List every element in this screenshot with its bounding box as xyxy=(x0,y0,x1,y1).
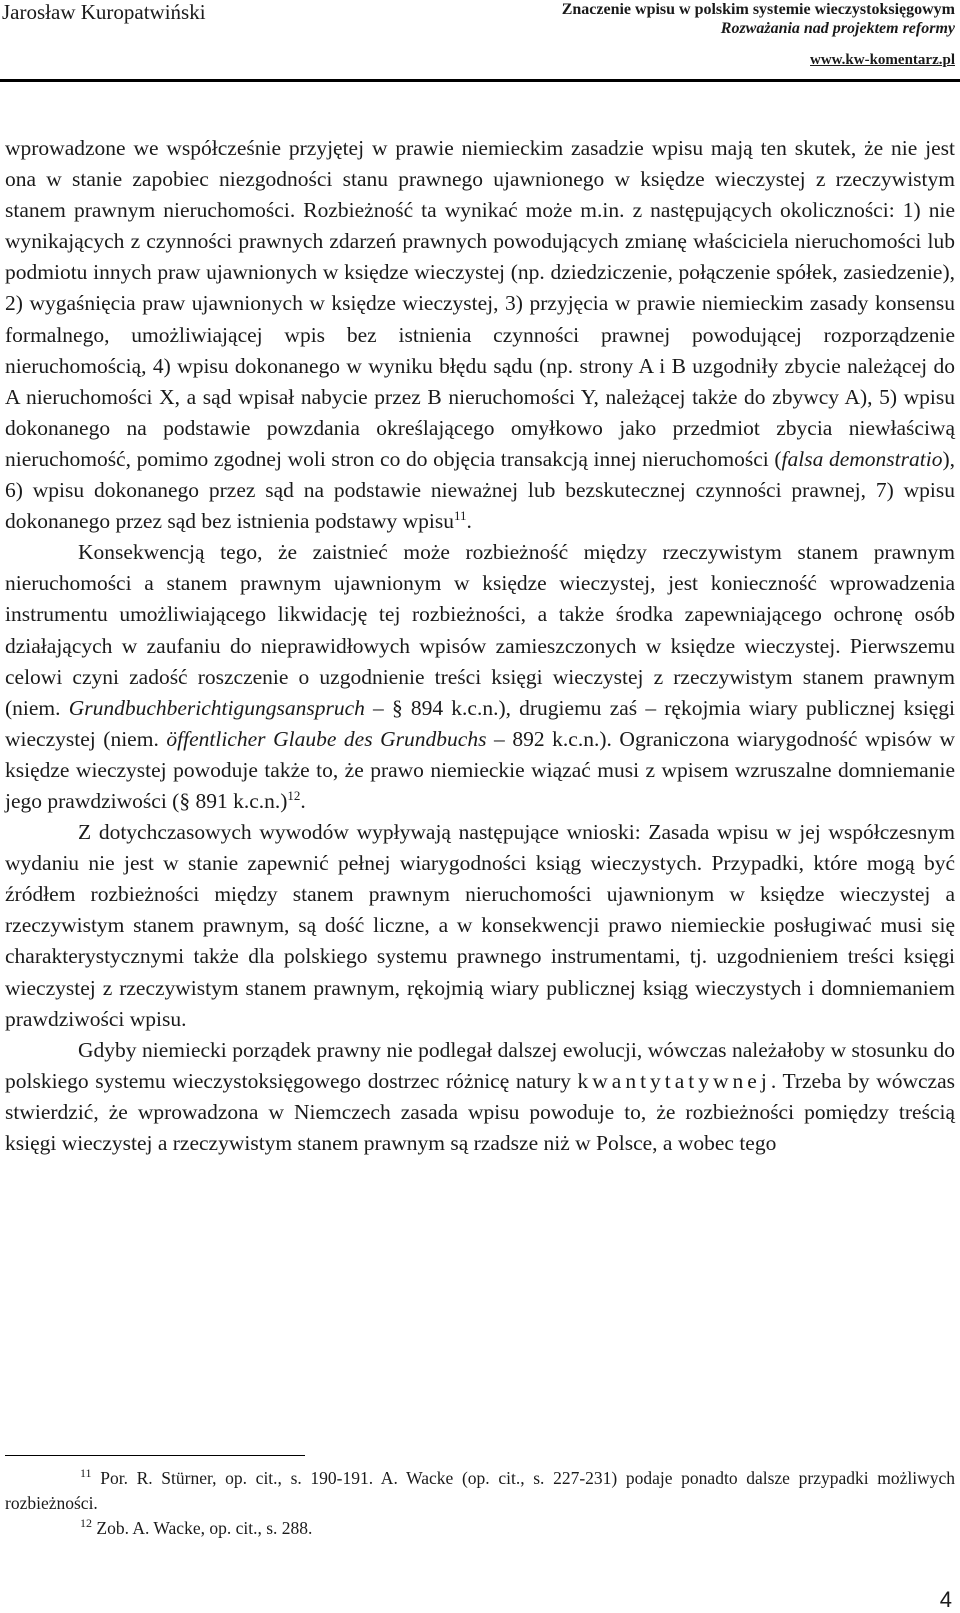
paragraph-2-italic-2: öffentlicher Glaube des Grundbuchs xyxy=(166,726,487,751)
page-header xyxy=(0,0,960,86)
paragraph-2-text-a: Konsekwencją tego, że zaistnieć może rozbieżność między rzeczywistym stanem prawnym nieruchomości a stanem prawnym ujawnionym w księdze wieczystej, jest konieczność wprowadzenia instrumentu umożliwiającego likwidację tej rozbieżności, a także środka zapewniającego ochronę osób działających w zaufaniu do nieprawidłowych wpisów zamieszczonych w księdze wieczystej. Pierwszemu celowi czyni zadość roszczenie o uzgodnienie treści księgi wieczystej z rzeczywistym stanem prawnym (niem. xyxy=(5,540,955,720)
paragraph-2-text-d: . xyxy=(300,788,306,813)
footnote-text: Zob. A. Wacke, op. cit., s. 288. xyxy=(92,1518,313,1538)
footnote-ref-11[interactable]: 11 xyxy=(454,507,467,523)
document-title xyxy=(562,0,955,38)
paragraph-2-italic-1: Grundbuchberichtigungsanspruch xyxy=(68,695,365,720)
document-title-main: Znaczenie wpisu w polskim systemie wieczystoksięgowym xyxy=(561,1,955,18)
footnotes xyxy=(5,1466,955,1541)
footnote-number: 11 xyxy=(80,1466,92,1481)
website-link[interactable]: www.kw-komentarz.pl xyxy=(810,52,955,68)
paragraph-2-text-c: – 892 k.c.n.). Ograniczona wiarygodność wpisów w księdze wieczystej powoduje także to, że prawo niemieckie wiązać musi z wpisem wzruszalne domniemanie jego prawdziwości (§ 891 k.c.n.) xyxy=(5,726,955,813)
author-name: Jarosław Kuropatwiński xyxy=(2,0,206,24)
footnote-text: Por. R. Stürner, op. cit., s. 190-191. A. Wacke (op. cit., s. 227-231) podaje ponadto dalsze przypadki możliwych rozbieżności. xyxy=(5,1468,955,1513)
paragraph-3: Z dotychczasowych wywodów wypływają następujące wnioski: Zasada wpisu w jej współczesnym wydaniu nie jest w stanie zapewnić pełnej wiarygodności ksiąg wieczystych. Przypadki, które mogą być źródłem rozbieżności między stanem prawnym nieruchomości ujawnionym w księdze wieczystej a rzeczywistym stanem prawnym, są dość liczne, a w konsekwencji prawo niemieckie posługiwać musi się charakterystycznymi także dla polskiego systemu prawnego instrumentami, tj. uzgodnieniem treści księgi wieczystej z rzeczywistym stanem prawnym, rękojmią wiary publicznej ksiąg wieczystych i domniemaniem prawdziwości wpisu. xyxy=(5,820,955,1031)
header-rule xyxy=(0,79,960,82)
main-text xyxy=(5,133,955,1159)
paragraph-2-text-b: – § 894 k.c.n.), drugiemu zaś – rękojmia wiary publicznej księgi wieczystej (niem. xyxy=(5,695,955,751)
paragraph-1 xyxy=(5,133,955,537)
paragraph-1-text-a: wprowadzone we współcześnie przyjętej w prawie niemieckim zasadzie wpisu mają ten skutek, że nie jest ona w stanie zapobiec niezgodności stanu prawnego ujawnionego w księdze wieczystej z rzeczywistym stanem prawnym nieruchomości. Rozbieżność ta wynikać może m.in. z następujących okoliczności: 1) nie wynikających z czynności prawnych zdarzeń prawnych powodujących zmianę właściciela nieruchomości lub podmiotu innych praw ujawnionych w księdze wieczystej (np. dziedziczenie, połączenie spółek, zasiedzenie), 2) wygaśnięcia praw ujawnionych w księdze wieczystej, 3) przyjęcia w prawie niemieckim zasady konsensu formalnego, umożliwiającej wpis bez istnienia czynności prawnej powodującej rozporządzenie nieruchomością, 4) wpisu dokonanego w wyniku błędu sądu (np. strony A i B uzgodniły zbycie należącej do A nieruchomości X, a sąd wpisał nabycie przez B nieruchomości Y, należącej także do zbywcy A), 5) wpisu dokonanego na podstawie powzdania określającego omyłkowo jako przedmiot zbycia niewłaściwą nieruchomość, pomimo zgodnej woli stron co do objęcia transakcją innej nieruchomości ( xyxy=(5,136,955,471)
footnote-11 xyxy=(5,1466,955,1516)
document-subtitle: Rozważania nad projektem reformy xyxy=(720,20,955,37)
footnote-number: 12 xyxy=(80,1516,92,1531)
footnote-ref-12[interactable]: 12 xyxy=(287,787,301,803)
paragraph-4-spaced: kwantytatywnej xyxy=(577,1068,771,1093)
paragraph-4-text-b: . Trzeba by wówczas stwierdzić, że wprowadzona w Niemczech zasada wpisu powoduje to, że rozbieżności pomiędzy treścią księgi wieczystej a rzeczywistym stanem prawnym są rzadsze niż w Polsce, a wobec tego xyxy=(5,1068,955,1155)
paragraph-1-text-b: ), 6) wpisu dokonanego przez sąd na podstawie nieważnej lub bezskutecznej czynności prawnej, 7) wpisu dokonanego przez sąd bez istnienia podstawy wpisu xyxy=(5,446,955,534)
paragraph-1-italic: falsa demonstratio xyxy=(781,446,943,471)
paragraph-4-text-a: Gdyby niemiecki porządek prawny nie podlegał dalszej ewolucji, wówczas należałoby w stosunku do polskiego systemu wieczystoksięgowego dostrzec różnicę natury xyxy=(5,1037,955,1093)
footnote-rule xyxy=(5,1455,305,1456)
page-number: 4 xyxy=(939,1587,952,1612)
paragraph-1-text-c: . xyxy=(466,509,472,534)
paragraph-2 xyxy=(5,537,955,817)
paragraph-4 xyxy=(5,1035,955,1159)
footnote-12 xyxy=(5,1516,955,1541)
